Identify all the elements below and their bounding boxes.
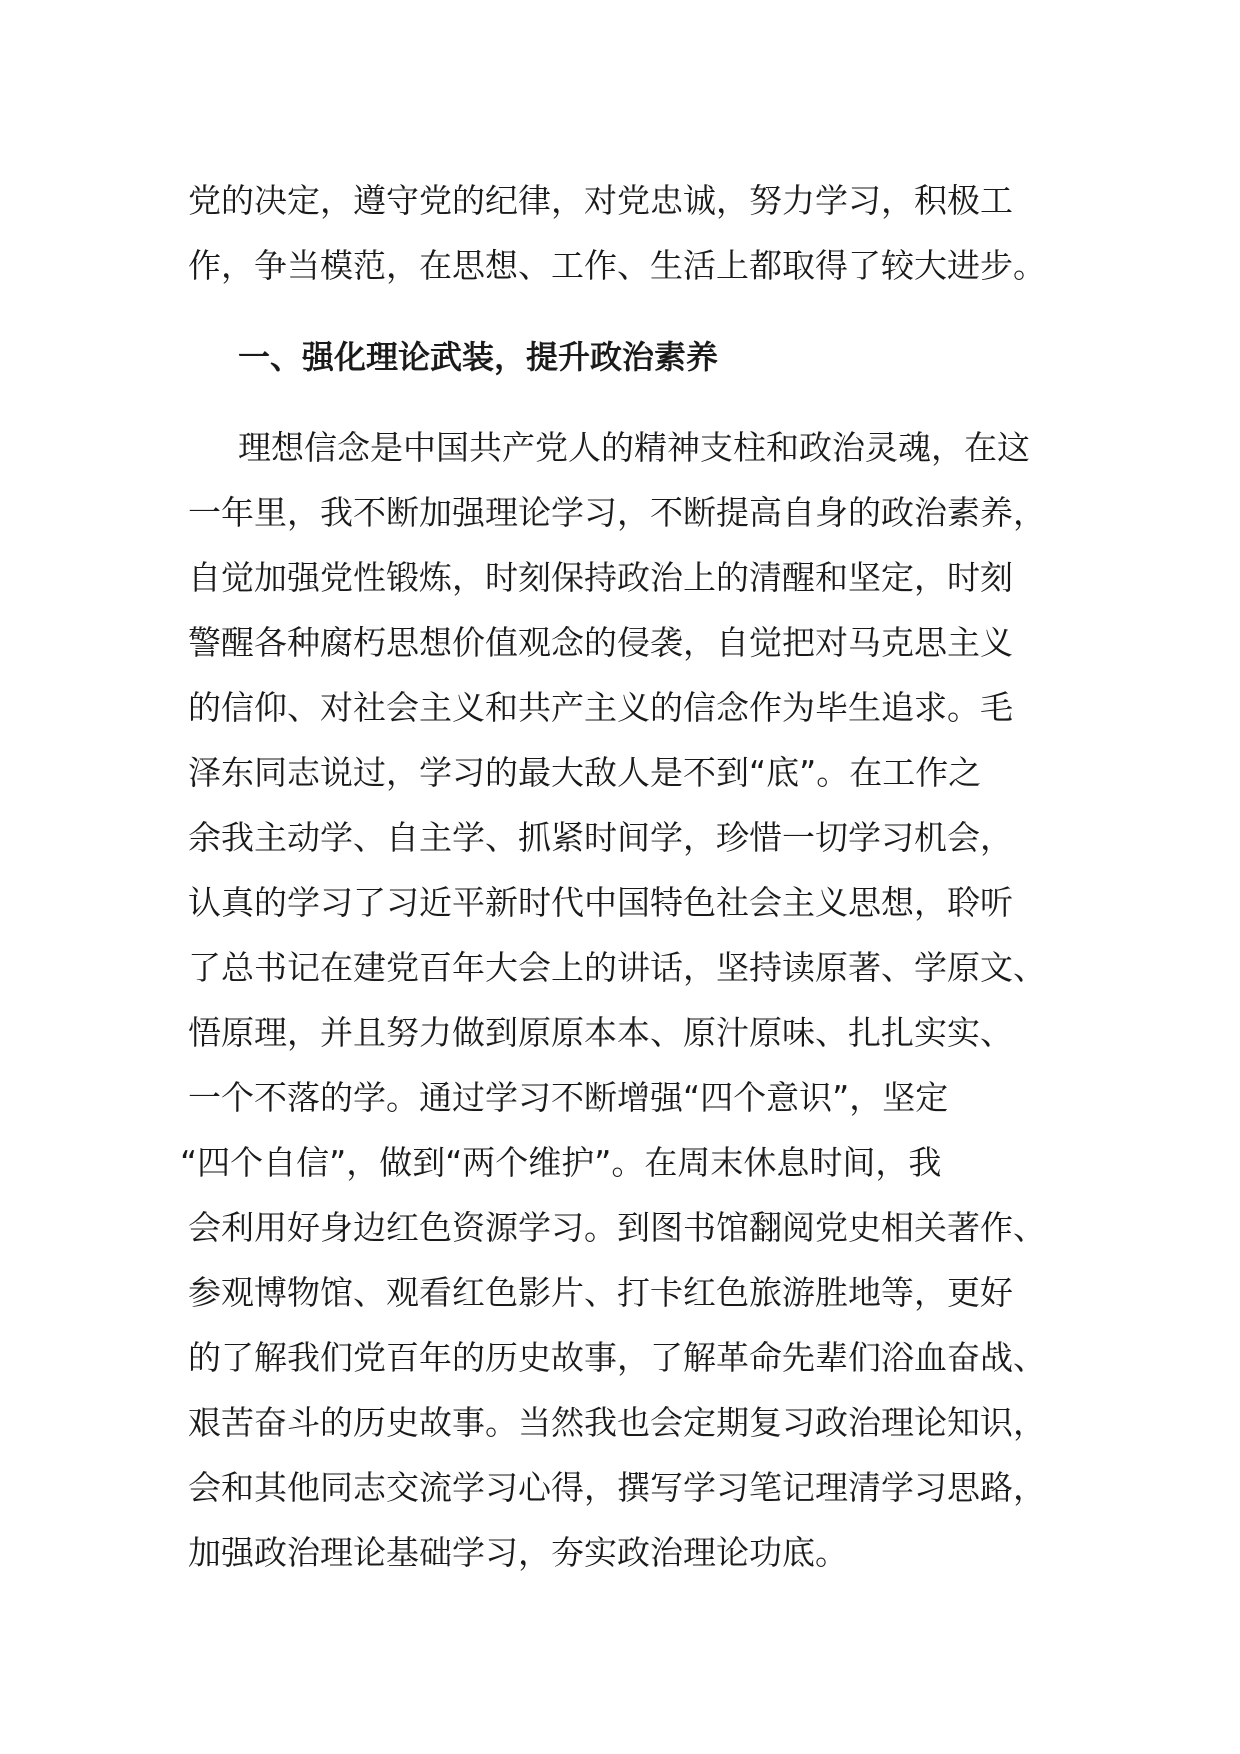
body-line: 自觉加强党性锻炼，时刻保持政治上的清醒和坚定，时刻 [188, 558, 1013, 597]
body-line: 加强政治理论基础学习，夯实政治理论功底。 [188, 1533, 848, 1572]
intro-line: 作，争当模范，在思想、工作、生活上都取得了较大进步。 [188, 246, 1046, 285]
body-line: 参观博物馆、观看红色影片、打卡红色旅游胜地等，更好 [188, 1273, 1013, 1312]
body-line: “四个自信”，做到“两个维护”。在周末休息时间，我 [180, 1143, 942, 1182]
body-line: 的了解我们党百年的历史故事，了解革命先辈们浴血奋战、 [188, 1338, 1046, 1377]
body-line: 警醒各种腐朽思想价值观念的侵袭，自觉把对马克思主义 [188, 623, 1013, 662]
intro-line: 党的决定，遵守党的纪律，对党忠诚，努力学习，积极工 [188, 181, 1013, 220]
body-line: 的信仰、对社会主义和共产主义的信念作为毕生追求。毛 [188, 688, 1013, 727]
body-line: 一个不落的学。通过学习不断增强“四个意识”，坚定 [188, 1078, 949, 1117]
body-line: 理想信念是中国共产党人的精神支柱和政治灵魂，在这 [238, 428, 1030, 467]
body-line: 认真的学习了习近平新时代中国特色社会主义思想，聆听 [188, 883, 1013, 922]
body-line: 泽东同志说过，学习的最大敌人是不到“底”。在工作之 [188, 753, 982, 792]
section-heading: 一、强化理论武装，提升政治素养 [238, 338, 719, 376]
body-line: 了总书记在建党百年大会上的讲话，坚持读原著、学原文、 [188, 948, 1046, 987]
document-content [180, 168, 1068, 1585]
body-line: 会和其他同志交流学习心得，撰写学习笔记理清学习思路， [188, 1468, 1046, 1507]
body-line: 悟原理，并且努力做到原原本本、原汁原味、扎扎实实、 [188, 1013, 1013, 1052]
body-line: 会利用好身边红色资源学习。到图书馆翻阅党史相关著作、 [188, 1208, 1046, 1247]
body-line: 艰苦奋斗的历史故事。当然我也会定期复习政治理论知识， [188, 1403, 1046, 1442]
body-line: 余我主动学、自主学、抓紧时间学，珍惜一切学习机会， [188, 818, 1013, 857]
body-line: 一年里，我不断加强理论学习，不断提高自身的政治素养， [188, 493, 1046, 532]
